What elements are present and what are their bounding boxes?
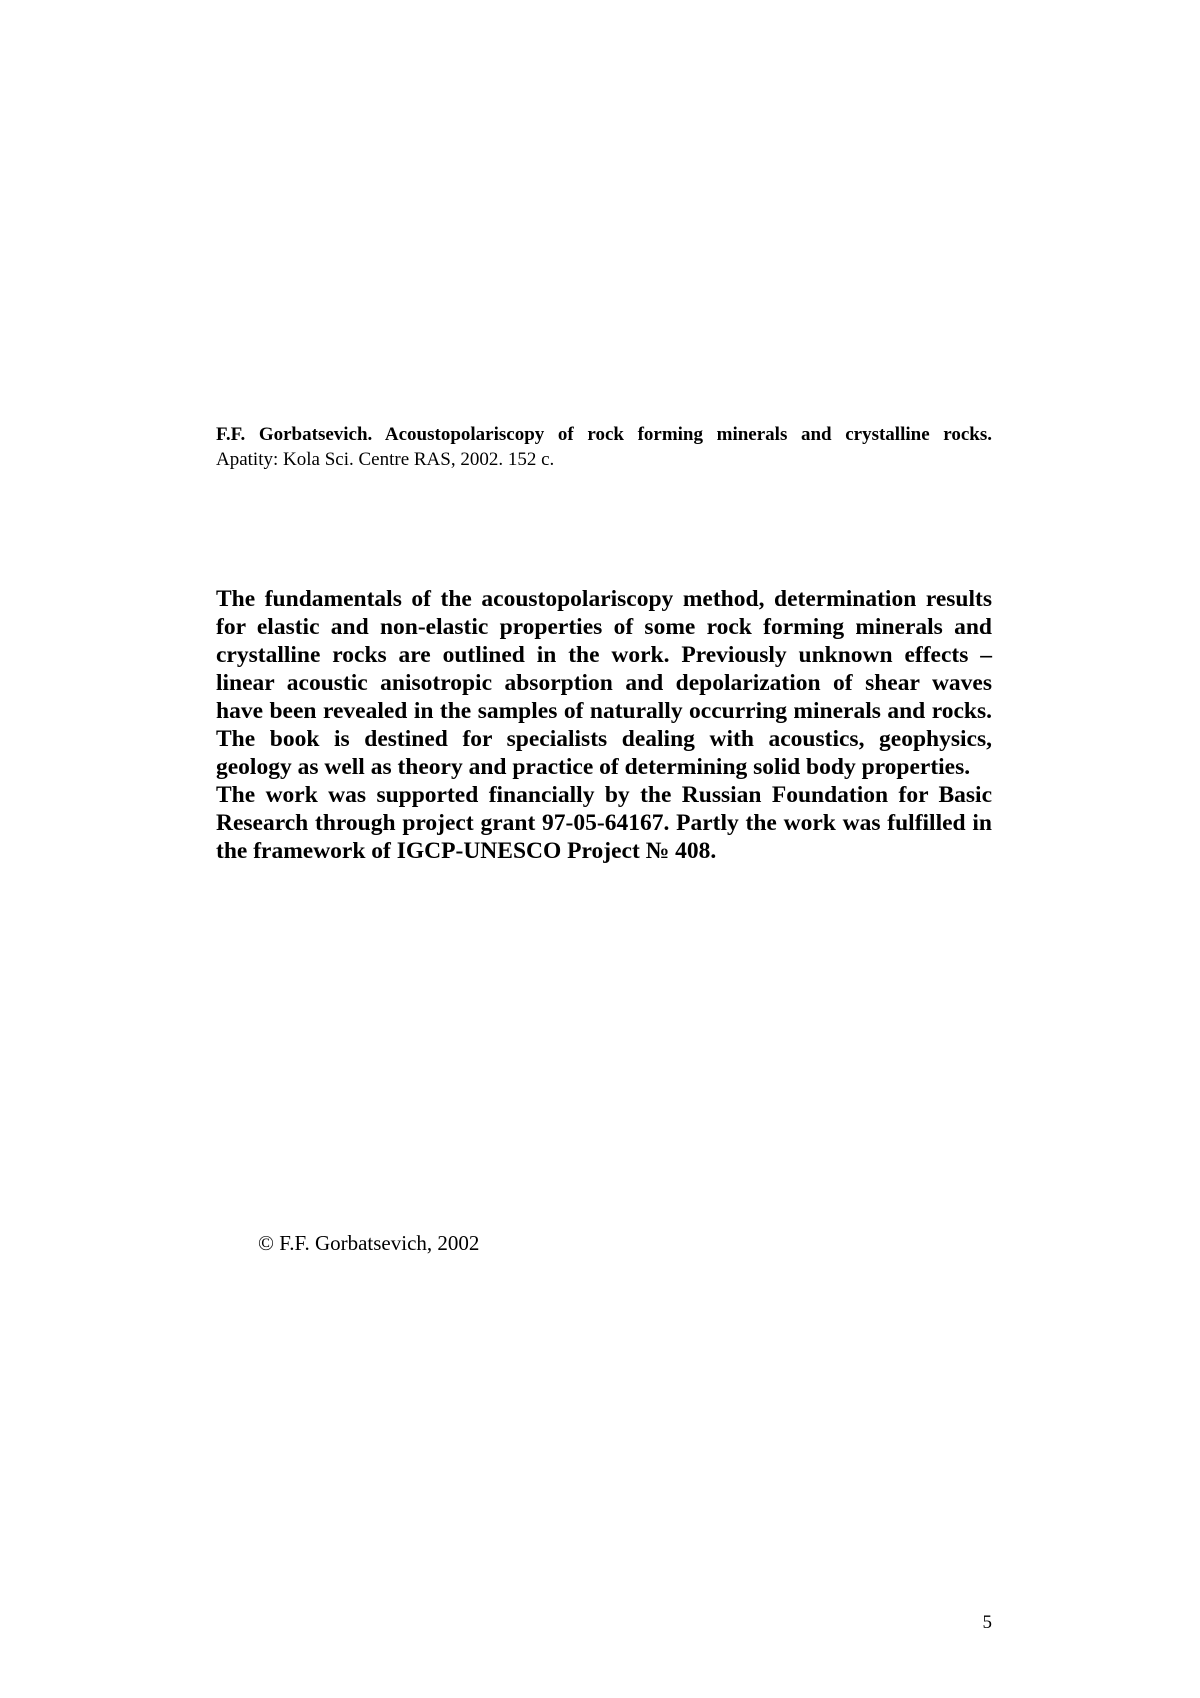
copyright-notice: © F.F. Gorbatsevich, 2002 [258,1231,480,1255]
abstract-summary: The fundamentals of the acoustopolariscopy method, determination results for elastic and non-elastic properties of some rock forming minerals and crystalline rocks are outlined in the work. Previously unknown effects – linear acoustic anisotropic absorption and depolarization of shear waves have been revealed in the samples of naturally occurring minerals and rocks. The book is destined for specialists dealing with acoustics, geophysics, geology as well as theory and practice of determining solid body properties. [216,586,992,780]
page-number: 5 [982,1612,992,1633]
bibliographic-citation [216,422,992,472]
citation-author-title: F.F. Gorbatsevich. Acoustopolariscopy of rock forming minerals and crystalline rocks. [216,424,992,445]
abstract-funding-note: The work was supported financially by the Russian Foundation for Basic Research through project grant 97-05-64167. Partly the work was fulfilled in the framework of IGCP-UNESCO Project № 408. [216,782,992,864]
citation-publisher: Apatity: Kola Sci. Centre RAS, 2002. 152 c. [216,449,555,470]
abstract [216,585,992,865]
